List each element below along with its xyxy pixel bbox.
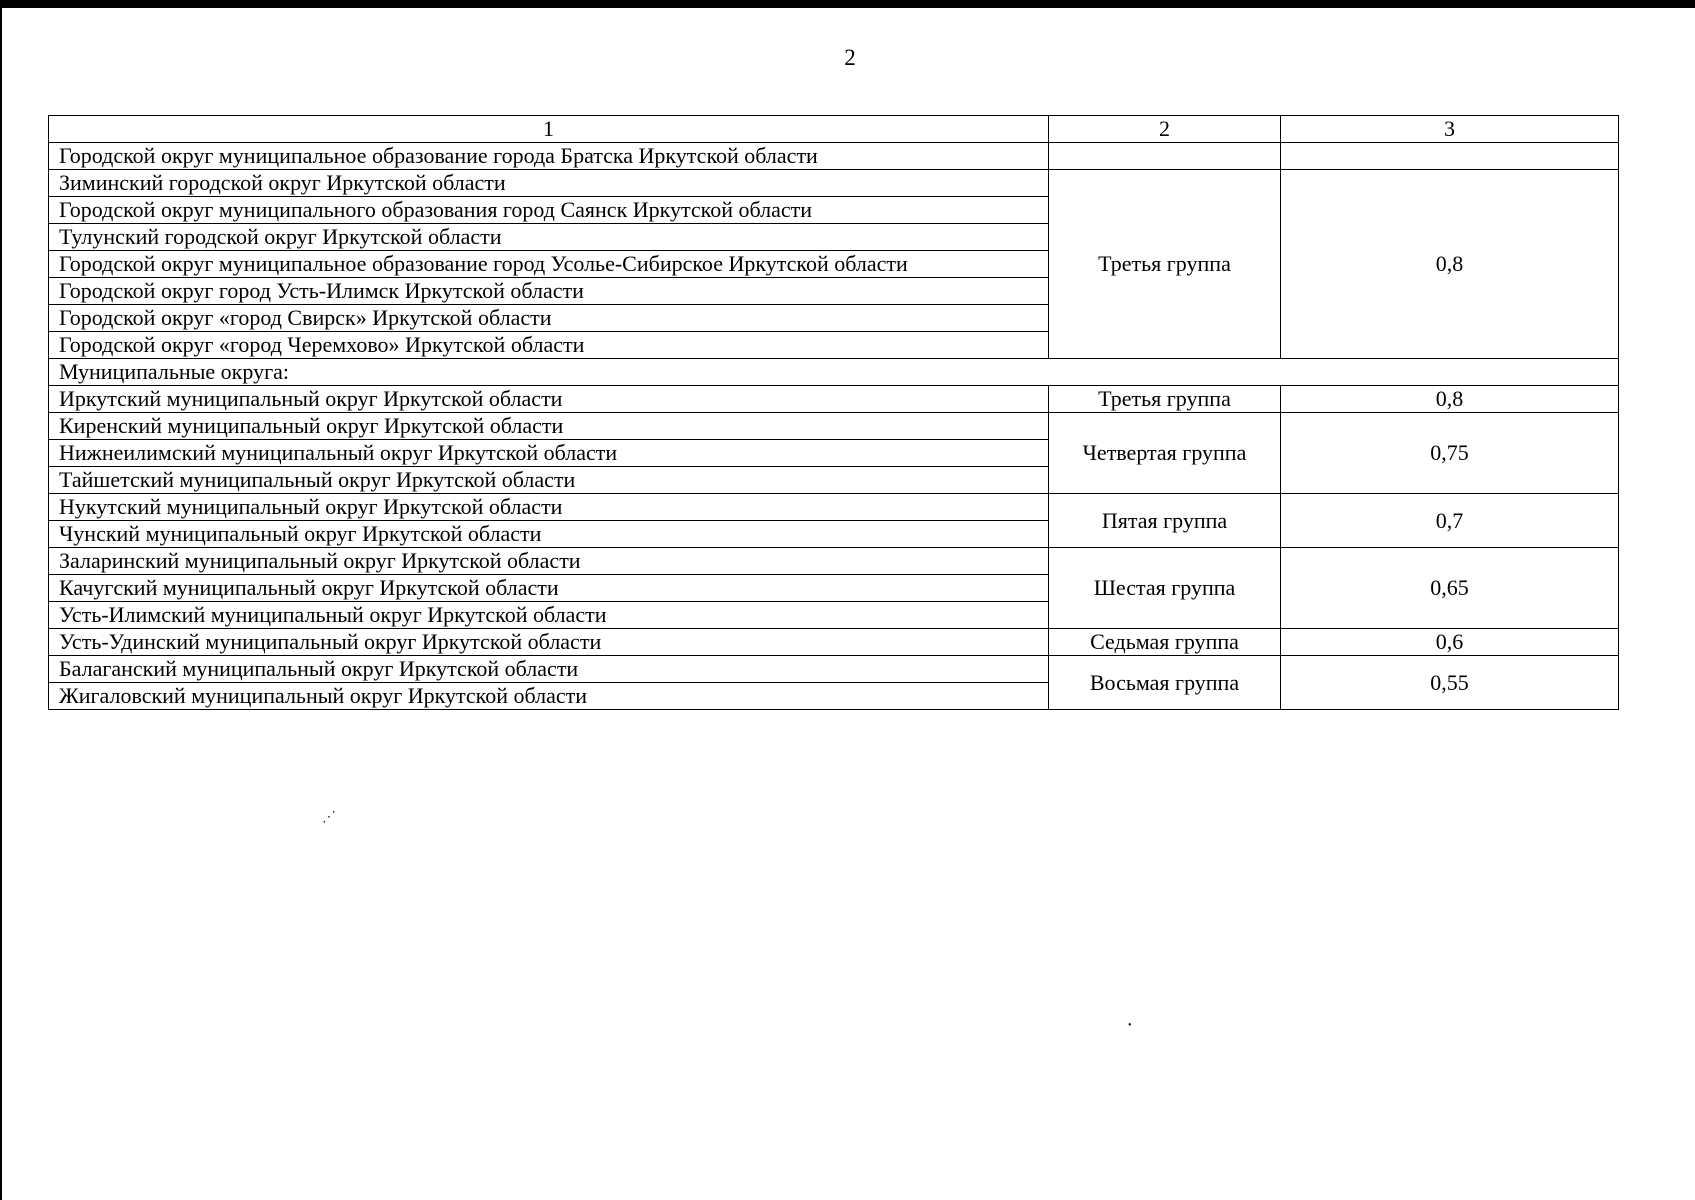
table-row xyxy=(49,386,1619,413)
coefficient-cell: 0,6 xyxy=(1281,629,1619,656)
header-cell-1: 1 xyxy=(49,116,1049,143)
municipality-name: Жигаловский муниципальный округ Иркутской области xyxy=(49,683,1049,710)
section-title: Муниципальные округа: xyxy=(49,359,1619,386)
group-cell: Шестая группа xyxy=(1049,548,1281,629)
group-cell: Четвертая группа xyxy=(1049,413,1281,494)
coefficient-cell: 0,65 xyxy=(1281,548,1619,629)
table-row xyxy=(49,656,1619,683)
table-row xyxy=(49,143,1619,170)
municipality-name: Нукутский муниципальный округ Иркутской области xyxy=(49,494,1049,521)
table-row xyxy=(49,494,1619,521)
coefficient-cell: 0,8 xyxy=(1281,170,1619,359)
coefficient-cell: 0,75 xyxy=(1281,413,1619,494)
municipality-name: Городской округ «город Свирск» Иркутской области xyxy=(49,305,1049,332)
municipality-name: Качугский муниципальный округ Иркутской области xyxy=(49,575,1049,602)
municipality-name: Чунский муниципальный округ Иркутской области xyxy=(49,521,1049,548)
coefficient-cell: 0,7 xyxy=(1281,494,1619,548)
coefficient-cell: 0,55 xyxy=(1281,656,1619,710)
municipality-name: Нижнеилимский муниципальный округ Иркутской области xyxy=(49,440,1049,467)
municipality-name: Балаганский муниципальный округ Иркутской области xyxy=(49,656,1049,683)
municipality-name: Городской округ муниципального образования город Саянск Иркутской области xyxy=(49,197,1049,224)
municipality-name: Тулунский городской округ Иркутской области xyxy=(49,224,1049,251)
municipality-name: Городской округ муниципальное образование города Братска Иркутской области xyxy=(49,143,1049,170)
municipality-name: Усть-Илимский муниципальный округ Иркутской области xyxy=(49,602,1049,629)
scan-border-left xyxy=(0,0,2,1200)
header-cell-3: 3 xyxy=(1281,116,1619,143)
municipality-name: Иркутский муниципальный округ Иркутской области xyxy=(49,386,1049,413)
coefficient-cell xyxy=(1281,143,1619,170)
group-cell xyxy=(1049,143,1281,170)
municipality-name: Городской округ муниципальное образование город Усолье-Сибирское Иркутской области xyxy=(49,251,1049,278)
municipality-name: Киренский муниципальный округ Иркутской области xyxy=(49,413,1049,440)
scan-border-top xyxy=(0,0,1695,8)
coefficients-table xyxy=(48,115,1619,710)
table-row xyxy=(49,413,1619,440)
coefficient-cell: 0,8 xyxy=(1281,386,1619,413)
page-number: 2 xyxy=(844,45,856,70)
municipality-name: Тайшетский муниципальный округ Иркутской области xyxy=(49,467,1049,494)
header-cell-2: 2 xyxy=(1049,116,1281,143)
table-row xyxy=(49,548,1619,575)
group-cell: Третья группа xyxy=(1049,386,1281,413)
group-cell: Восьмая группа xyxy=(1049,656,1281,710)
section-row xyxy=(49,359,1619,386)
municipality-name: Зиминский городской округ Иркутской области xyxy=(49,170,1049,197)
table-header-row xyxy=(49,116,1619,143)
group-cell: Седьмая группа xyxy=(1049,629,1281,656)
group-cell: Третья группа xyxy=(1049,170,1281,359)
municipality-name: Городской округ город Усть-Илимск Иркутской области xyxy=(49,278,1049,305)
scan-speck: ⋰ xyxy=(322,810,336,825)
municipality-name: Заларинский муниципальный округ Иркутской области xyxy=(49,548,1049,575)
table-row xyxy=(49,170,1619,197)
municipality-name: Городской округ «город Черемхово» Иркутской области xyxy=(49,332,1049,359)
scan-speck: ● xyxy=(1128,1022,1132,1028)
group-cell: Пятая группа xyxy=(1049,494,1281,548)
municipality-name: Усть-Удинский муниципальный округ Иркутской области xyxy=(49,629,1049,656)
table-row xyxy=(49,629,1619,656)
